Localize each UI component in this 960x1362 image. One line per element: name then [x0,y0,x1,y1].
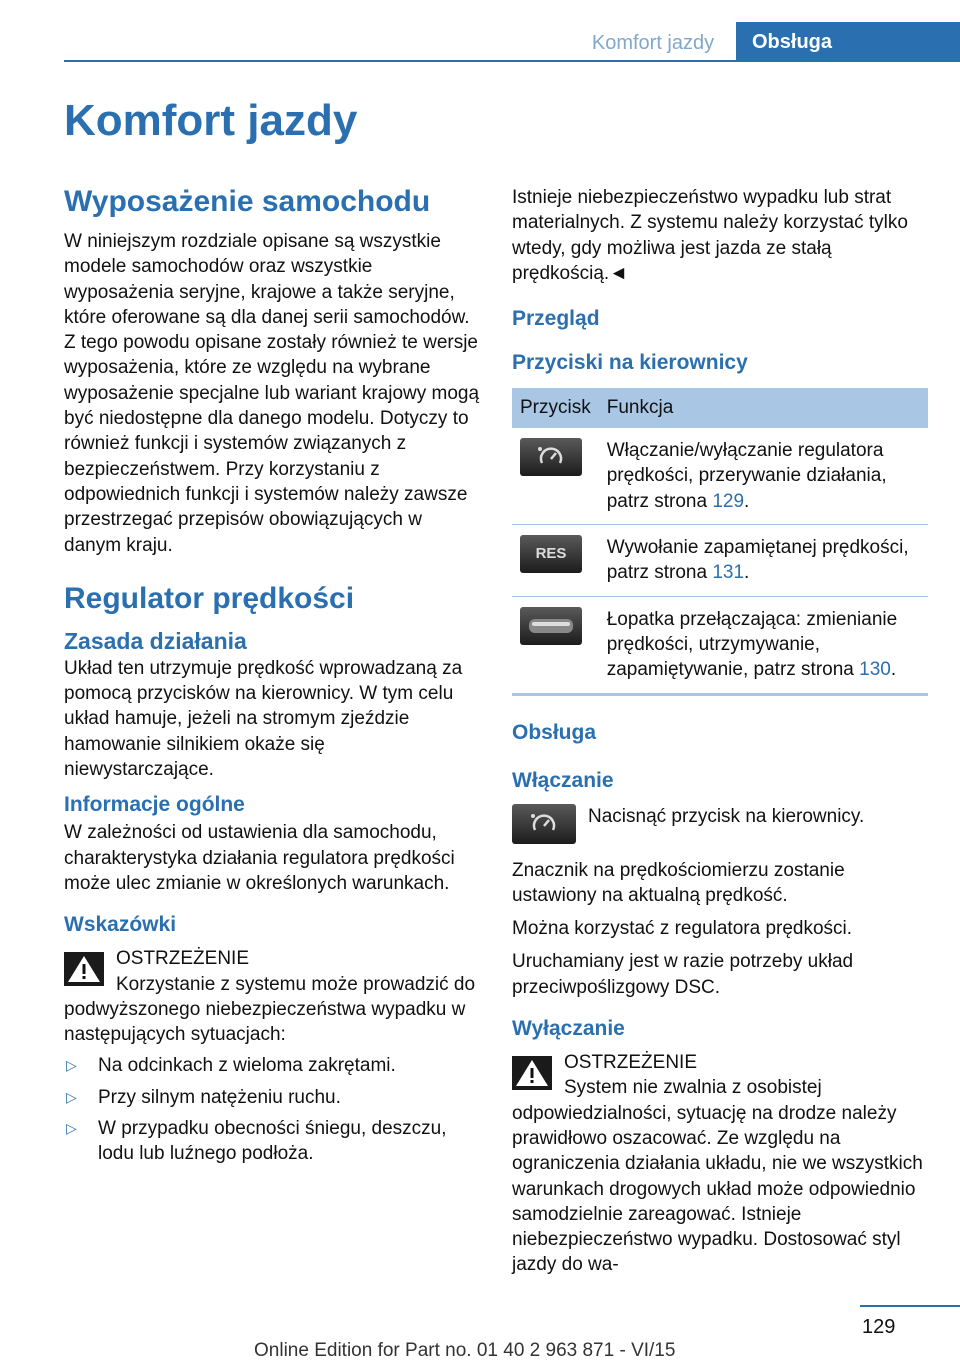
page-link[interactable]: 131 [712,562,745,584]
list-item: ▷ W przypadku obecności śniegu, deszczu, lodu lub luźnego podłoża. [66,1118,447,1165]
triangle-bullet-icon: ▷ [66,1088,77,1105]
paragraph-can-use: Można korzystać z regulatora prędkości. [512,918,853,940]
heading-tips: Wskazówki [64,913,177,937]
table-cell-function: Włączanie/wyłączanie regulatora prędkości, przerywanie działania, patrz strona 129. [599,428,928,524]
paragraph-marker: Znacznik na prędkościomierzu zostanie ustawiony na aktualną prędkość. [512,859,845,906]
header-section-label: Komfort jazdy [591,32,715,54]
table-cell-function: Łopatka przełączająca: zmienianie prędkości, utrzymywanie, zapamiętywanie, patrz strona 130. [599,596,928,694]
triangle-bullet-icon: ▷ [66,1057,77,1074]
warning-block [64,946,480,1047]
warning-label: OSTRZEŻENIE [564,1052,698,1074]
warning-block [512,1050,928,1278]
triangle-bullet-icon: ▷ [66,1120,77,1137]
buttons-table [512,388,928,695]
header-tab-label: Obsługa [736,22,960,62]
paragraph-press-button: Nacisnąć przycisk na kierownicy. [588,805,865,827]
bullet-list [64,1053,480,1166]
warning-text: System nie zwalnia z osobistej odpowiedzialności, sytuację na drodze należy prawidłowo oszacować. Ze względu na ograniczenia działania układu, nie we wszystkich warunkach drogowych układ może odpowiednio samodzielnie zareagować. Istnieje niebezpieczeństwo wypadku. Dostosować styl jazdy do wa- [512,1077,923,1276]
heading-switch-on: Włączanie [512,768,614,792]
table-header-button: Przycisk [512,388,599,428]
heading-switch-off: Wyłączanie [512,1017,625,1041]
page-link[interactable]: 129 [712,490,745,512]
table-header-function: Funkcja [599,388,928,428]
paragraph-principle: Układ ten utrzymuje prędkość wprowadzaną za pomocą przycisków na kierownicy. W tym celu układ hamuje, jeżeli na stromym zjeździe hamowanie silnikiem okaże się niewystarczające. [64,657,463,781]
heading-equipment: Wyposażenie samochodu [64,185,431,218]
heading-general: Informacje ogólne [64,793,245,817]
warning-icon [64,952,104,986]
right-column [512,185,928,1278]
heading-steering-buttons: Przyciski na kierownicy [512,351,748,375]
cruise-control-button-icon [512,804,576,844]
left-column [64,183,480,1173]
header-rule [64,60,960,62]
page-number: 129 [862,1316,896,1338]
heading-cruise-control: Regulator prędkości [64,581,355,615]
warning-label: OSTRZEŻENIE [116,948,250,970]
cruise-control-button-icon [520,438,582,476]
warning-text: Korzystanie z systemu może prowadzić do podwyższonego niebezpieczeństwa wypadku w następujących sytuacjach: [64,973,476,1046]
footer-edition: Online Edition for Part no. 01 40 2 963 871 - VI/15 [254,1340,676,1361]
heading-overview: Przegląd [512,307,600,331]
paragraph-dsc: Uruchamiany jest w razie potrzeby układ przeciwpoślizgowy DSC. [512,951,854,998]
heading-principle: Zasada działania [64,627,247,654]
footer-rule [860,1305,960,1307]
paragraph-risk: Istnieje niebezpieczeństwo wypadku lub strat materialnych. Z systemu należy korzystać tylko wtedy, gdy możliwa jest jazda ze stałą prędkością.◄ [512,187,908,284]
table-cell-function: Wywołanie zapamiętanej prędkości, patrz strona 131. [599,525,928,597]
heading-operation: Obsługa [512,720,597,744]
paragraph-general: W zależności od ustawienia dla samochodu, charakterystyka działania regulatora prędkości może ulec zmianie w określonych warunkach. [64,822,455,894]
table-row [512,428,928,524]
page-link[interactable]: 130 [859,659,891,681]
list-item: ▷ Przy silnym natężeniu ruchu. [64,1085,480,1110]
paragraph-equipment: W niniejszym rozdziale opisane są wszystkie modele samochodów oraz wszystkie wyposażenia seryjne, krajowe a także seryjne, które oferowane są dla danej serii samochodów. Z tego powodu opisane zostały również te wersje wyposażenia, które ze względu na wybrane wyposażenie specjalne lub wariant krajowy mogą być niedostępne dla danego modelu. Dotyczy to również funkcji i systemów związanych z bezpieczeństwem. Przy korzystaniu z odpowiednich funkcji i systemów należy zawsze przestrzegać przepisów obowiązujących w danym kraju. [64,231,480,556]
table-row [512,596,928,694]
rocker-switch-icon [520,607,582,645]
page-title: Komfort jazdy [64,96,358,145]
res-button-icon: RES [520,535,582,573]
list-item: ▷ Na odcinkach z wieloma zakrętami. [64,1053,480,1078]
warning-icon [512,1056,552,1090]
table-row [512,525,928,597]
